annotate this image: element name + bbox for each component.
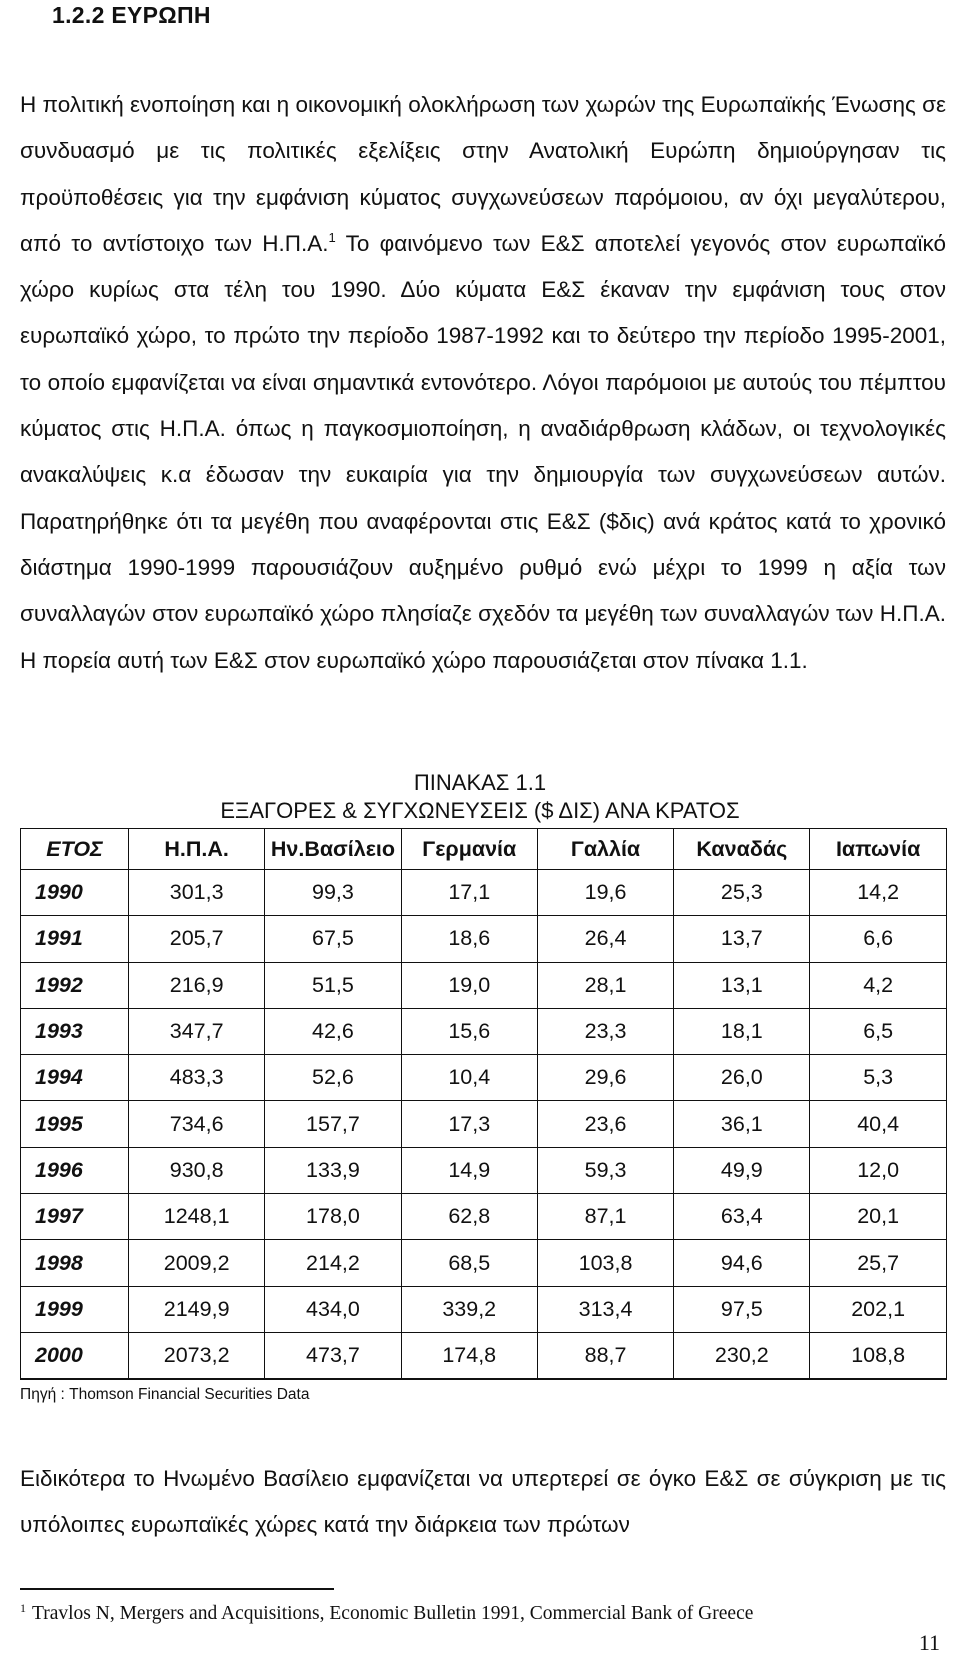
header-france: Γαλλία — [537, 829, 673, 870]
table-row — [21, 1194, 947, 1240]
cell-usa: 1248,1 — [129, 1194, 265, 1240]
cell-japan: 20,1 — [810, 1194, 946, 1240]
cell-france: 313,4 — [537, 1286, 673, 1332]
cell-uk: 157,7 — [265, 1101, 401, 1147]
intro-paragraph-text-a: Η πολιτική ενοποίηση και η οικονομική ολοκλήρωση των χωρών της Ευρωπαϊκής Ένωσης σε συνδυασμό με τις πολιτικές εξελίξεις στην Ανατολική Ευρώπη δημιούργησαν τις προϋποθέσεις για την εμφάνιση κύματος συγχωνεύσεων παρόμοιου, αν όχι μεγαλύτερου, από το αντίστοιχο των Η.Π.Α. — [20, 92, 946, 256]
cell-france: 87,1 — [537, 1194, 673, 1240]
cell-year: 1992 — [21, 962, 129, 1008]
cell-year: 1993 — [21, 1008, 129, 1054]
cell-canada: 230,2 — [674, 1332, 810, 1379]
cell-uk: 52,6 — [265, 1055, 401, 1101]
cell-japan: 4,2 — [810, 962, 946, 1008]
cell-japan: 108,8 — [810, 1332, 946, 1379]
cell-canada: 18,1 — [674, 1008, 810, 1054]
header-canada: Καναδάς — [674, 829, 810, 870]
cell-usa: 2009,2 — [129, 1240, 265, 1286]
cell-uk: 42,6 — [265, 1008, 401, 1054]
table-header-row — [21, 829, 947, 870]
cell-canada: 13,1 — [674, 962, 810, 1008]
cell-germany: 339,2 — [401, 1286, 537, 1332]
cell-germany: 19,0 — [401, 962, 537, 1008]
footnote-divider — [20, 1588, 334, 1590]
table-row — [21, 1101, 947, 1147]
intro-paragraph-text-b: Το φαινόμενο των Ε&Σ αποτελεί γεγονός στον ευρωπαϊκό χώρο κυρίως στα τέλη του 1990. Δύο κύματα Ε&Σ έκαναν την εμφάνιση τους στον ευρωπαϊκό χώρο, το πρώτο την περίοδο 1987-1992 και το δεύτερο την περίοδο 1995-2001, το οποίο εμφανίζεται να είναι σημαντικά εντονότερο. Λόγοι παρόμοιοι με αυτούς του πέμπτου κύματος στις Η.Π.Α. όπως η παγκοσμιοποίηση, η αναδιάρθρωση κλάδων, οι τεχνολογικές ανακαλύψεις κ.α έδωσαν την ευκαιρία για την δημιουργία των συγχωνεύσεων αυτών. Παρατηρήθηκε ότι τα μεγέθη που αναφέρονται στις Ε&Σ ($δις) ανά κράτος κατά το χρονικό διάστημα 1990-1999 παρουσιάζουν αυξημένο ρυθμό ενώ μέχρι το 1999 η αξία των συναλλαγών στον ευρωπαϊκό χώρο πλησίαζε σχεδόν τα μεγέθη των συναλλαγών των Η.Π.Α. Η πορεία αυτή των Ε&Σ στον ευρωπαϊκό χώρο παρουσιάζεται στον πίνακα 1.1. — [20, 230, 946, 673]
cell-germany: 62,8 — [401, 1194, 537, 1240]
uk-paragraph: Ειδικότερα το Ηνωμένο Βασίλειο εμφανίζεται να υπερτερεί σε όγκο Ε&Σ σε σύγκριση με τις υπόλοιπες ευρωπαϊκές χώρες κατά την διάρκεια των πρώτων — [20, 1466, 946, 1538]
cell-uk: 178,0 — [265, 1194, 401, 1240]
cell-uk: 67,5 — [265, 916, 401, 962]
intro-paragraph — [20, 82, 946, 684]
cell-uk: 133,9 — [265, 1147, 401, 1193]
cell-uk: 473,7 — [265, 1332, 401, 1379]
cell-france: 23,6 — [537, 1101, 673, 1147]
cell-uk: 51,5 — [265, 962, 401, 1008]
table-row — [21, 916, 947, 962]
cell-uk: 99,3 — [265, 870, 401, 916]
cell-france: 59,3 — [537, 1147, 673, 1193]
table-label: ΠΙΝΑΚΑΣ 1.1 — [413, 770, 547, 795]
cell-usa: 205,7 — [129, 916, 265, 962]
cell-canada: 94,6 — [674, 1240, 810, 1286]
cell-usa: 347,7 — [129, 1008, 265, 1054]
cell-year: 1991 — [21, 916, 129, 962]
table-row — [21, 1240, 947, 1286]
cell-japan: 12,0 — [810, 1147, 946, 1193]
header-uk: Ην.Βασίλειο — [265, 829, 401, 870]
footnote-text: Travlos N, Mergers and Acquisitions, Economic Bulletin 1991, Commercial Bank of Greece — [32, 1603, 754, 1624]
cell-usa: 734,6 — [129, 1101, 265, 1147]
table-row — [21, 1286, 947, 1332]
cell-france: 103,8 — [537, 1240, 673, 1286]
cell-japan: 25,7 — [810, 1240, 946, 1286]
cell-usa: 930,8 — [129, 1147, 265, 1193]
header-year: ΕΤΟΣ — [21, 829, 129, 870]
cell-canada: 13,7 — [674, 916, 810, 962]
cell-japan: 202,1 — [810, 1286, 946, 1332]
cell-japan: 6,5 — [810, 1008, 946, 1054]
cell-germany: 68,5 — [401, 1240, 537, 1286]
cell-france: 88,7 — [537, 1332, 673, 1379]
cell-year: 1998 — [21, 1240, 129, 1286]
cell-canada: 97,5 — [674, 1286, 810, 1332]
cell-year: 1995 — [21, 1101, 129, 1147]
cell-uk: 434,0 — [265, 1286, 401, 1332]
cell-year: 1994 — [21, 1055, 129, 1101]
cell-canada: 25,3 — [674, 870, 810, 916]
header-germany: Γερμανία — [401, 829, 537, 870]
cell-canada: 36,1 — [674, 1101, 810, 1147]
cell-germany: 17,1 — [401, 870, 537, 916]
footnote — [20, 1601, 753, 1625]
header-usa: Η.Π.Α. — [129, 829, 265, 870]
cell-germany: 10,4 — [401, 1055, 537, 1101]
table-row — [21, 1332, 947, 1379]
cell-usa: 483,3 — [129, 1055, 265, 1101]
cell-japan: 40,4 — [810, 1101, 946, 1147]
table-row — [21, 1008, 947, 1054]
header-japan: Ιαπωνία — [810, 829, 946, 870]
cell-japan: 6,6 — [810, 916, 946, 962]
footnote-number: 1 — [20, 1601, 26, 1615]
cell-year: 1997 — [21, 1194, 129, 1240]
mergers-table — [20, 828, 947, 1380]
cell-canada: 49,9 — [674, 1147, 810, 1193]
cell-france: 26,4 — [537, 916, 673, 962]
cell-japan: 5,3 — [810, 1055, 946, 1101]
cell-canada: 26,0 — [674, 1055, 810, 1101]
table-row — [21, 1055, 947, 1101]
table-row — [21, 962, 947, 1008]
table-row — [21, 870, 947, 916]
cell-germany: 15,6 — [401, 1008, 537, 1054]
cell-france: 28,1 — [537, 962, 673, 1008]
table-source: Πηγή : Thomson Financial Securities Data — [20, 1386, 310, 1403]
cell-uk: 214,2 — [265, 1240, 401, 1286]
cell-usa: 301,3 — [129, 870, 265, 916]
page-number: 11 — [918, 1630, 940, 1655]
cell-france: 19,6 — [537, 870, 673, 916]
cell-usa: 2149,9 — [129, 1286, 265, 1332]
cell-canada: 63,4 — [674, 1194, 810, 1240]
table-row — [21, 1147, 947, 1193]
table-title: ΕΞΑΓΟΡΕΣ & ΣΥΓΧΩΝΕΥΣΕΙΣ ($ ΔΙΣ) ΑΝΑ ΚΡΑΤΟΣ — [220, 798, 740, 823]
cell-usa: 2073,2 — [129, 1332, 265, 1379]
cell-germany: 17,3 — [401, 1101, 537, 1147]
cell-year: 1990 — [21, 870, 129, 916]
footnote-reference[interactable]: 1 — [328, 229, 336, 245]
cell-france: 23,3 — [537, 1008, 673, 1054]
cell-usa: 216,9 — [129, 962, 265, 1008]
cell-germany: 174,8 — [401, 1332, 537, 1379]
cell-year: 2000 — [21, 1332, 129, 1379]
cell-year: 1996 — [21, 1147, 129, 1193]
cell-germany: 18,6 — [401, 916, 537, 962]
cell-france: 29,6 — [537, 1055, 673, 1101]
cell-year: 1999 — [21, 1286, 129, 1332]
cell-japan: 14,2 — [810, 870, 946, 916]
section-heading: 1.2.2 ΕΥΡΩΠΗ — [52, 2, 211, 28]
cell-germany: 14,9 — [401, 1147, 537, 1193]
